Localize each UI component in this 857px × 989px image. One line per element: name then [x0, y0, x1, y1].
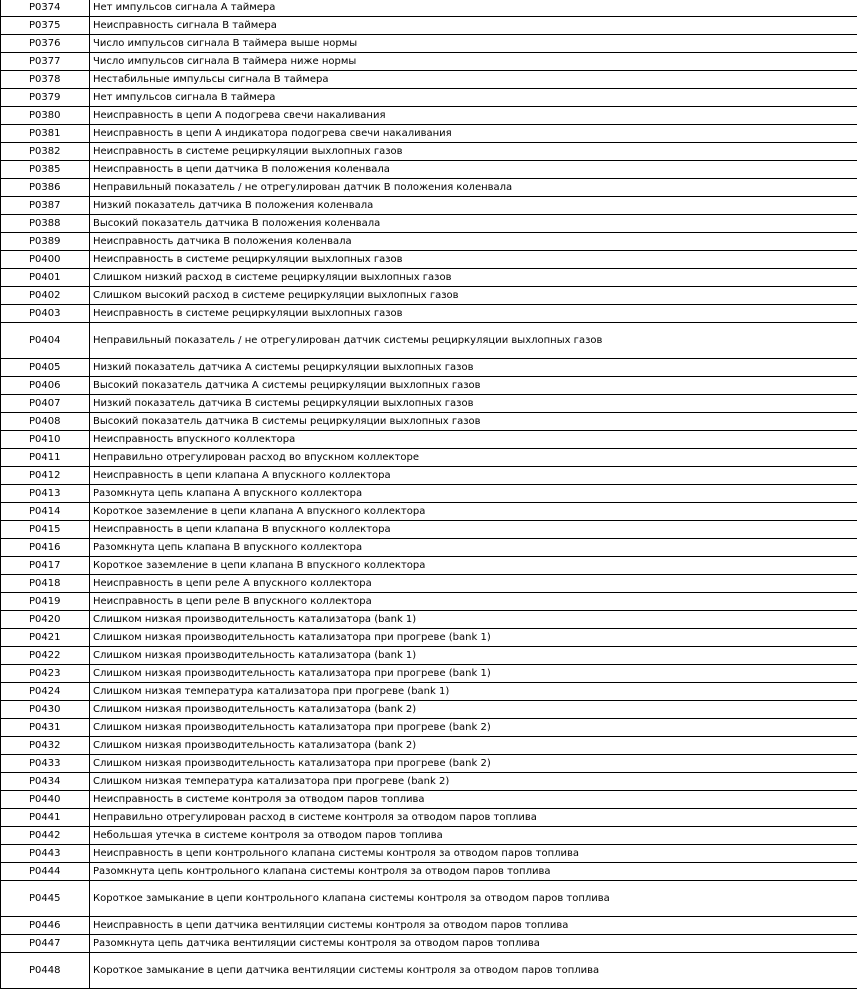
error-code: P0419 — [1, 593, 90, 611]
error-description: Нет импульсов сигнала В таймера — [90, 89, 857, 107]
error-code: P0401 — [1, 269, 90, 287]
error-code: P0402 — [1, 287, 90, 305]
table-row — [1, 881, 857, 917]
table-row — [1, 683, 857, 701]
error-code: P0414 — [1, 503, 90, 521]
error-code: P0413 — [1, 485, 90, 503]
error-code: P0442 — [1, 827, 90, 845]
error-code: P0380 — [1, 107, 90, 125]
error-description: Неисправность в цепи клапана В впускного коллектора — [90, 521, 857, 539]
error-code: P0376 — [1, 35, 90, 53]
error-description: Слишком низкая температура катализатора при прогреве (bank 1) — [90, 683, 857, 701]
table-row — [1, 125, 857, 143]
error-description: Слишком низкая производительность катализатора (bank 1) — [90, 611, 857, 629]
table-row — [1, 449, 857, 467]
error-code: P0448 — [1, 953, 90, 989]
error-code: P0420 — [1, 611, 90, 629]
error-code: P0418 — [1, 575, 90, 593]
table-row — [1, 737, 857, 755]
error-code: P0405 — [1, 359, 90, 377]
error-code: P0381 — [1, 125, 90, 143]
table-row — [1, 503, 857, 521]
table-row — [1, 359, 857, 377]
error-code: P0423 — [1, 665, 90, 683]
table-row — [1, 953, 857, 989]
error-description: Неисправность датчика В положения коленвала — [90, 233, 857, 251]
error-code: P0379 — [1, 89, 90, 107]
error-code: P0400 — [1, 251, 90, 269]
table-row — [1, 719, 857, 737]
error-description: Низкий показатель датчика В положения коленвала — [90, 197, 857, 215]
error-description: Слишком низкий расход в системе рециркуляции выхлопных газов — [90, 269, 857, 287]
error-code: P0447 — [1, 935, 90, 953]
error-description: Слишком низкая производительность катализатора (bank 2) — [90, 701, 857, 719]
error-codes-body — [1, 0, 857, 989]
error-description: Высокий показатель датчика В системы рециркуляции выхлопных газов — [90, 413, 857, 431]
error-code: P0430 — [1, 701, 90, 719]
error-description: Неправильно отрегулирован расход во впускном коллекторе — [90, 449, 857, 467]
error-code: P0444 — [1, 863, 90, 881]
error-code: P0411 — [1, 449, 90, 467]
table-row — [1, 809, 857, 827]
table-row — [1, 935, 857, 953]
error-description: Число импульсов сигнала В таймера ниже нормы — [90, 53, 857, 71]
table-row — [1, 323, 857, 359]
error-code: P0410 — [1, 431, 90, 449]
table-row — [1, 53, 857, 71]
error-code: P0434 — [1, 773, 90, 791]
table-row — [1, 215, 857, 233]
table-row — [1, 17, 857, 35]
table-row — [1, 755, 857, 773]
error-description: Неправильно отрегулирован расход в системе контроля за отводом паров топлива — [90, 809, 857, 827]
table-row — [1, 413, 857, 431]
error-description: Неисправность в цепи реле В впускного коллектора — [90, 593, 857, 611]
table-row — [1, 251, 857, 269]
error-code: P0443 — [1, 845, 90, 863]
table-row — [1, 665, 857, 683]
error-code: P0432 — [1, 737, 90, 755]
error-code: P0382 — [1, 143, 90, 161]
error-description: Неправильный показатель / не отрегулирован датчик В положения коленвала — [90, 179, 857, 197]
table-row — [1, 773, 857, 791]
error-description: Слишком низкая температура катализатора при прогреве (bank 2) — [90, 773, 857, 791]
error-code: P0431 — [1, 719, 90, 737]
error-description: Небольшая утечка в системе контроля за отводом паров топлива — [90, 827, 857, 845]
error-description: Низкий показатель датчика А системы рециркуляции выхлопных газов — [90, 359, 857, 377]
error-description: Слишком низкая производительность катализатора при прогреве (bank 1) — [90, 665, 857, 683]
error-description: Неисправность в цепи клапана А впускного коллектора — [90, 467, 857, 485]
table-row — [1, 539, 857, 557]
error-description: Неисправность в системе рециркуляции выхлопных газов — [90, 305, 857, 323]
table-row — [1, 287, 857, 305]
table-row — [1, 179, 857, 197]
table-row — [1, 71, 857, 89]
table-row — [1, 269, 857, 287]
error-description: Число импульсов сигнала В таймера выше нормы — [90, 35, 857, 53]
error-code: P0375 — [1, 17, 90, 35]
error-description: Слишком низкая производительность катализатора при прогреве (bank 1) — [90, 629, 857, 647]
table-row — [1, 485, 857, 503]
error-description: Слишком низкая производительность катализатора при прогреве (bank 2) — [90, 719, 857, 737]
error-code: P0422 — [1, 647, 90, 665]
error-description: Неправильный показатель / не отрегулирован датчик системы рециркуляции выхлопных газов — [90, 323, 857, 359]
error-code: P0440 — [1, 791, 90, 809]
error-description: Высокий показатель датчика В положения коленвала — [90, 215, 857, 233]
error-description: Разомкнута цепь контрольного клапана системы контроля за отводом паров топлива — [90, 863, 857, 881]
error-code: P0445 — [1, 881, 90, 917]
error-code: P0446 — [1, 917, 90, 935]
error-description: Неисправность в цепи датчика вентиляции системы контроля за отводом паров топлива — [90, 917, 857, 935]
error-description: Слишком низкая производительность катализатора (bank 1) — [90, 647, 857, 665]
error-code: P0374 — [1, 0, 90, 17]
error-code: P0412 — [1, 467, 90, 485]
error-description: Разомкнута цепь клапана А впускного коллектора — [90, 485, 857, 503]
error-code: P0389 — [1, 233, 90, 251]
table-row — [1, 701, 857, 719]
table-row — [1, 161, 857, 179]
error-description: Неисправность в цепи А подогрева свечи накаливания — [90, 107, 857, 125]
error-description: Неисправность в системе рециркуляции выхлопных газов — [90, 143, 857, 161]
table-row — [1, 89, 857, 107]
table-row — [1, 863, 857, 881]
error-code: P0424 — [1, 683, 90, 701]
error-code: P0386 — [1, 179, 90, 197]
error-code: P0415 — [1, 521, 90, 539]
error-code: P0404 — [1, 323, 90, 359]
error-description: Высокий показатель датчика А системы рециркуляции выхлопных газов — [90, 377, 857, 395]
error-code: P0406 — [1, 377, 90, 395]
error-code: P0433 — [1, 755, 90, 773]
error-code: P0416 — [1, 539, 90, 557]
error-description: Слишком низкая производительность катализатора (bank 2) — [90, 737, 857, 755]
table-row — [1, 35, 857, 53]
table-row — [1, 305, 857, 323]
table-row — [1, 143, 857, 161]
error-code: P0385 — [1, 161, 90, 179]
table-row — [1, 827, 857, 845]
table-row — [1, 107, 857, 125]
error-code: P0417 — [1, 557, 90, 575]
table-row — [1, 377, 857, 395]
error-code: P0407 — [1, 395, 90, 413]
error-description: Разомкнута цепь клапана В впускного коллектора — [90, 539, 857, 557]
table-row — [1, 233, 857, 251]
error-description: Неисправность в цепи А индикатора подогрева свечи накаливания — [90, 125, 857, 143]
table-row — [1, 647, 857, 665]
table-row — [1, 467, 857, 485]
error-description: Неисправность в цепи реле А впускного коллектора — [90, 575, 857, 593]
error-description: Нестабильные импульсы сигнала В таймера — [90, 71, 857, 89]
table-row — [1, 0, 857, 17]
error-description: Разомкнута цепь датчика вентиляции системы контроля за отводом паров топлива — [90, 935, 857, 953]
error-description: Неисправность в системе рециркуляции выхлопных газов — [90, 251, 857, 269]
error-description: Короткое заземление в цепи клапана В впускного коллектора — [90, 557, 857, 575]
error-description: Неисправность впускного коллектора — [90, 431, 857, 449]
error-description: Нет импульсов сигнала А таймера — [90, 0, 857, 17]
error-code: P0388 — [1, 215, 90, 233]
error-description: Низкий показатель датчика В системы рециркуляции выхлопных газов — [90, 395, 857, 413]
table-row — [1, 629, 857, 647]
table-row — [1, 557, 857, 575]
table-row — [1, 521, 857, 539]
table-row — [1, 917, 857, 935]
error-code: P0403 — [1, 305, 90, 323]
table-row — [1, 575, 857, 593]
error-description: Слишком низкая производительность катализатора при прогреве (bank 2) — [90, 755, 857, 773]
table-row — [1, 791, 857, 809]
error-code: P0408 — [1, 413, 90, 431]
error-code: P0378 — [1, 71, 90, 89]
error-description: Короткое заземление в цепи клапана А впускного коллектора — [90, 503, 857, 521]
error-description: Короткое замыкание в цепи датчика вентиляции системы контроля за отводом паров топлива — [90, 953, 857, 989]
error-description: Неисправность в цепи контрольного клапана системы контроля за отводом паров топлива — [90, 845, 857, 863]
error-code: P0387 — [1, 197, 90, 215]
table-row — [1, 431, 857, 449]
table-row — [1, 593, 857, 611]
error-description: Неисправность в системе контроля за отводом паров топлива — [90, 791, 857, 809]
table-row — [1, 197, 857, 215]
error-code: P0377 — [1, 53, 90, 71]
error-description: Короткое замыкание в цепи контрольного клапана системы контроля за отводом паров топлива — [90, 881, 857, 917]
error-description: Неисправность сигнала В таймера — [90, 17, 857, 35]
table-row — [1, 845, 857, 863]
error-code: P0441 — [1, 809, 90, 827]
table-row — [1, 611, 857, 629]
error-description: Слишком высокий расход в системе рециркуляции выхлопных газов — [90, 287, 857, 305]
error-description: Неисправность в цепи датчика В положения коленвала — [90, 161, 857, 179]
error-code: P0421 — [1, 629, 90, 647]
table-row — [1, 395, 857, 413]
